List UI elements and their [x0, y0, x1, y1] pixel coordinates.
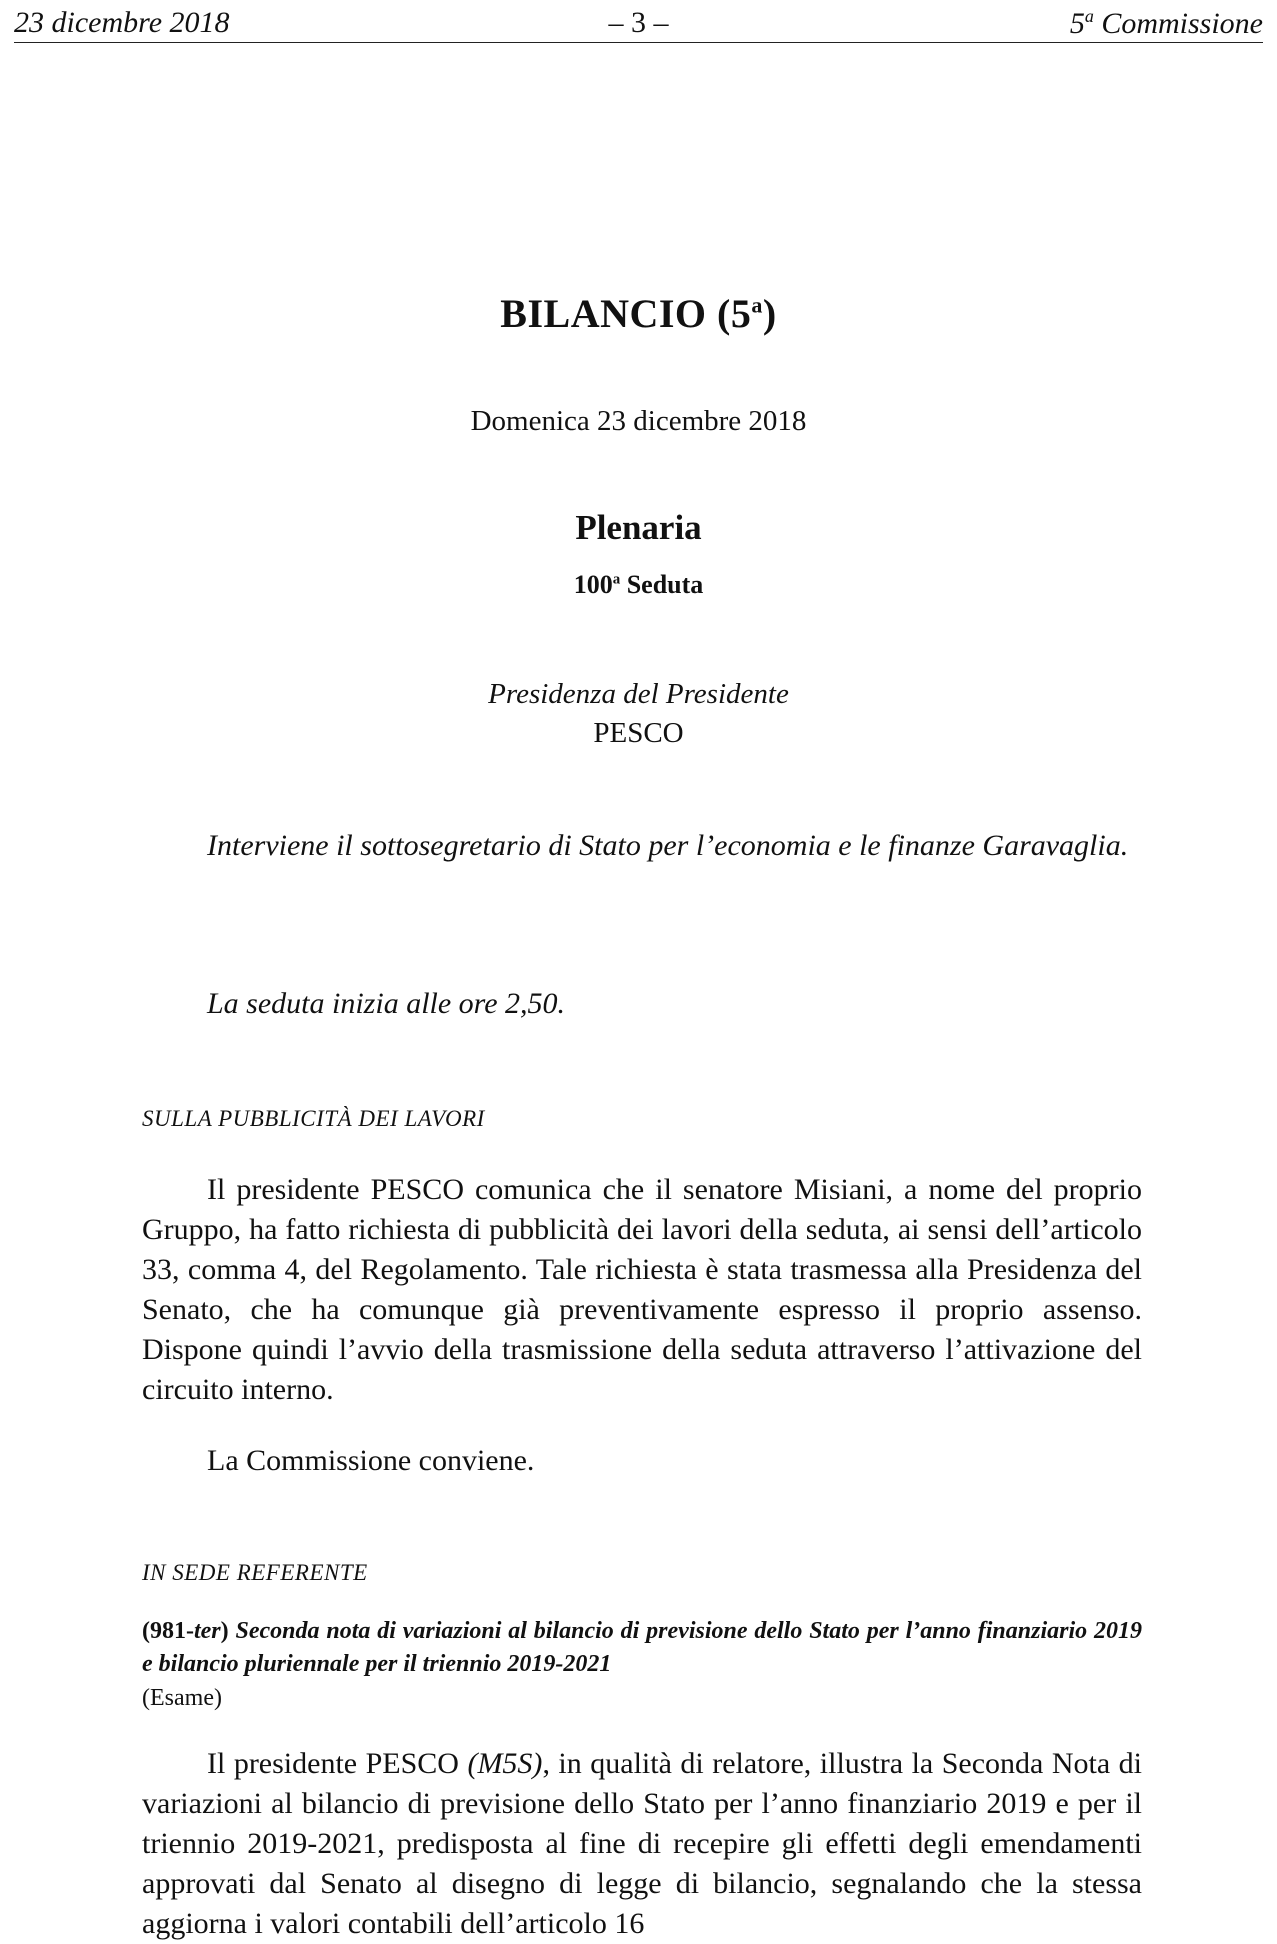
commission-agrees: La Commissione conviene. [207, 1444, 535, 1477]
title-close: ) [762, 291, 777, 336]
seduta-label: Seduta [620, 570, 704, 599]
section-heading-referente: IN SEDE REFERENTE [142, 1560, 368, 1585]
header-page-number: – 3 – [608, 6, 669, 39]
para2-start: Il presidente PESCO [207, 1747, 468, 1780]
session-start-note: La seduta inizia alle ore 2,50. [207, 987, 566, 1020]
bill-number: (981- [142, 1618, 194, 1644]
header-commission-sup: a [1084, 6, 1094, 26]
intervention-note: Interviene il sottosegretario di Stato per l’economia e le finanze Garavaglia. [207, 829, 1129, 862]
publicity-paragraph: Il presidente PESCO comunica che il senatore Misiani, a nome del proprio Gruppo, ha fatto richiesta di pubblicità dei lavori della seduta, ai sensi dell’articolo 33, comma 4, del Regolamento. Tale richiesta è stata trasmessa alla Presidenza del Senato, che ha comunque già preventivamente espresso il proprio assenso. Dispone quindi l’avvio della trasmissione della seduta attraverso l’attivazione del circuito interno. [142, 1173, 1142, 1406]
header-date: 23 dicembre 2018 [14, 6, 230, 39]
header-commission-label: Commissione [1093, 7, 1263, 40]
title-sup: a [751, 292, 763, 318]
para2-rest: , in qualità di relatore, illustra la Seconda Nota di variazioni al bilancio di previsione dello Stato per l’anno finanziario 2019 e per il triennio 2019-2021, predisposta al fine di recepire gli effetti degli emendamenti approvati dal Senato al disegno di legge di bilancio, segnalando che la stessa aggiorna i valori contabili dell’articolo 16 [142, 1747, 1142, 1940]
bill-suffix: ter [193, 1618, 221, 1644]
header-commission-number: 5 [1069, 7, 1085, 40]
seduta-sup: a [612, 571, 621, 588]
presidency-line: Presidenza del Presidente [488, 678, 789, 710]
bill-title-text: Seconda nota di variazioni al bilancio di previsione dello Stato per l’anno finanziario 2019 e bilancio pluriennale per il triennio 2019-2021 [142, 1618, 1142, 1677]
session-number [0, 570, 1277, 600]
header-commission [1070, 6, 1263, 41]
session-type: Plenaria [575, 508, 702, 547]
seduta-num: 100 [573, 570, 613, 599]
rapporteur-paragraph [142, 1744, 1142, 1944]
bill-close: ) [220, 1618, 229, 1644]
bill-title [142, 1615, 1142, 1681]
page-title [0, 290, 1277, 337]
president-name: PESCO [593, 717, 684, 749]
session-date: Domenica 23 dicembre 2018 [470, 405, 807, 437]
exam-label: (Esame) [142, 1685, 222, 1711]
title-main: BILANCIO (5 [500, 291, 752, 336]
para2-party: (M5S) [467, 1747, 543, 1780]
running-header [14, 6, 1263, 43]
section-heading-publicity: SULLA PUBBLICITÀ DEI LAVORI [142, 1106, 485, 1131]
